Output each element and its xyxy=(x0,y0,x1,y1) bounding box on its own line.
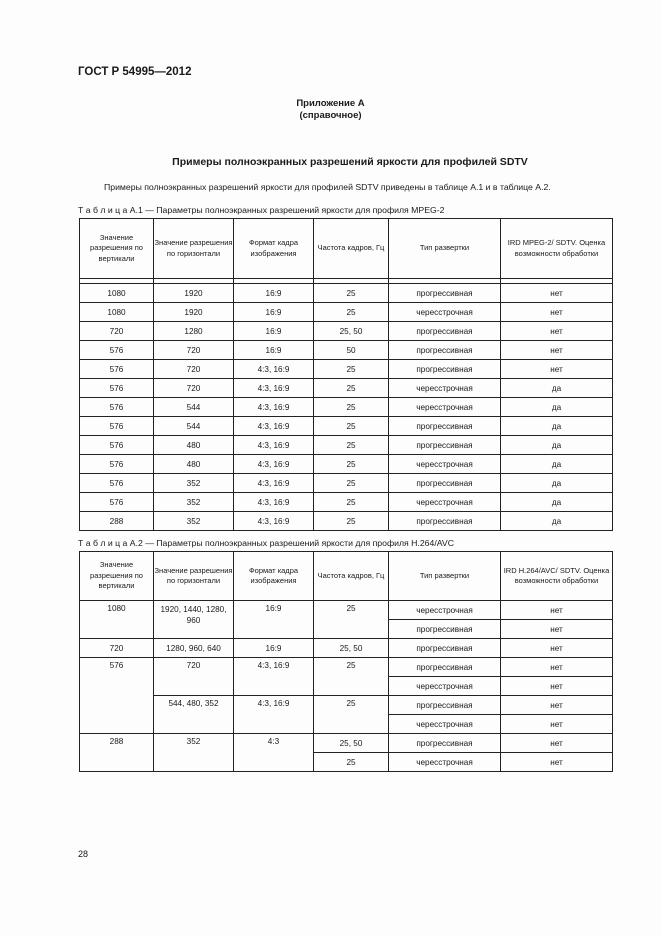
scan-cell: чересстрочная xyxy=(389,379,501,398)
table1-header-cell: Формат кадра изображения xyxy=(234,219,314,279)
vert-cell: 288 xyxy=(80,734,154,772)
horiz-cell: 352 xyxy=(154,493,234,512)
scan-cell: чересстрочная xyxy=(389,715,501,734)
table2 xyxy=(79,551,613,772)
fps-cell: 25 xyxy=(314,303,389,322)
format-cell: 4:3, 16:9 xyxy=(234,455,314,474)
capability-cell: нет xyxy=(501,303,613,322)
format-cell: 4:3, 16:9 xyxy=(234,436,314,455)
capability-cell: нет xyxy=(501,284,613,303)
table2-header-cell: Значение разрешения по горизонтали xyxy=(154,552,234,601)
format-cell: 4:3, 16:9 xyxy=(234,512,314,531)
appendix-subtitle: (справочное) xyxy=(299,110,362,121)
vert-cell: 720 xyxy=(80,639,154,658)
scan-cell: чересстрочная xyxy=(389,303,501,322)
format-cell: 4:3, 16:9 xyxy=(234,696,314,734)
vert-cell: 576 xyxy=(80,493,154,512)
intro-paragraph: Примеры полноэкранных разрешений яркости для профилей SDTV приведены в таблице А.1 и в таблице А.2. xyxy=(104,182,551,192)
table2-row xyxy=(80,734,613,753)
capability-cell: да xyxy=(501,493,613,512)
horiz-cell: 1280 xyxy=(154,322,234,341)
table2-caption-text: А.2 — Параметры полноэкранных разрешений яркости для профиля Н.264/AVC xyxy=(129,538,454,548)
horiz-cell: 720 xyxy=(154,341,234,360)
horiz-cell: 720 xyxy=(154,379,234,398)
format-cell: 16:9 xyxy=(234,322,314,341)
scan-cell: прогрессивная xyxy=(389,341,501,360)
table2-row xyxy=(80,696,613,715)
table1-caption-text: А.1 — Параметры полноэкранных разрешений яркости для профиля MPEG-2 xyxy=(129,205,445,215)
table1-row xyxy=(80,512,613,531)
table1-row xyxy=(80,455,613,474)
format-cell: 4:3, 16:9 xyxy=(234,398,314,417)
capability-cell: нет xyxy=(501,753,613,772)
horiz-cell: 720 xyxy=(154,360,234,379)
format-cell: 16:9 xyxy=(234,601,314,639)
table2-row xyxy=(80,639,613,658)
capability-cell: да xyxy=(501,436,613,455)
table1-header-cell: Тип развертки xyxy=(389,219,501,279)
table1-row xyxy=(80,474,613,493)
table1-row xyxy=(80,436,613,455)
fps-cell: 25 xyxy=(314,284,389,303)
format-cell: 4:3, 16:9 xyxy=(234,360,314,379)
table1-row xyxy=(80,341,613,360)
scan-cell: чересстрочная xyxy=(389,753,501,772)
horiz-cell: 352 xyxy=(154,474,234,493)
capability-cell: нет xyxy=(501,360,613,379)
capability-cell: да xyxy=(501,474,613,493)
table2-row xyxy=(80,658,613,677)
capability-cell: да xyxy=(501,512,613,531)
horiz-cell: 544 xyxy=(154,398,234,417)
table1 xyxy=(79,218,613,531)
fps-cell: 25 xyxy=(314,601,389,639)
fps-cell: 25, 50 xyxy=(314,639,389,658)
table1-row xyxy=(80,379,613,398)
vert-cell: 576 xyxy=(80,436,154,455)
table2-header-cell: Частота кадров, Гц xyxy=(314,552,389,601)
table2-row xyxy=(80,601,613,620)
capability-cell: нет xyxy=(501,734,613,753)
format-cell: 4:3, 16:9 xyxy=(234,493,314,512)
format-cell: 4:3, 16:9 xyxy=(234,379,314,398)
scan-cell: прогрессивная xyxy=(389,639,501,658)
capability-cell: нет xyxy=(501,601,613,620)
table1-row xyxy=(80,284,613,303)
table2-header-cell: IRD H.264/AVC/ SDTV. Оценка возможности обработки xyxy=(501,552,613,601)
table1-row xyxy=(80,322,613,341)
format-cell: 16:9 xyxy=(234,341,314,360)
horiz-cell: 544 xyxy=(154,417,234,436)
horiz-cell: 720 xyxy=(154,658,234,696)
fps-cell: 25 xyxy=(314,379,389,398)
fps-cell: 50 xyxy=(314,341,389,360)
capability-cell: нет xyxy=(501,658,613,677)
vert-cell: 576 xyxy=(80,474,154,493)
format-cell: 4:3, 16:9 xyxy=(234,658,314,696)
vert-cell: 576 xyxy=(80,417,154,436)
scan-cell: чересстрочная xyxy=(389,677,501,696)
table1-header-cell: Значение разрешения по вертикали xyxy=(80,219,154,279)
vert-cell: 1080 xyxy=(80,601,154,639)
scan-cell: прогрессивная xyxy=(389,696,501,715)
vert-cell: 576 xyxy=(80,398,154,417)
scan-cell: прогрессивная xyxy=(389,284,501,303)
capability-cell: да xyxy=(501,417,613,436)
format-cell: 16:9 xyxy=(234,639,314,658)
format-cell: 4:3 xyxy=(234,734,314,772)
format-cell: 4:3, 16:9 xyxy=(234,474,314,493)
format-cell: 16:9 xyxy=(234,303,314,322)
scan-cell: прогрессивная xyxy=(389,474,501,493)
horiz-cell: 1920, 1440, 1280, 960 xyxy=(154,601,234,639)
table1-body xyxy=(80,279,613,531)
document-code: ГОСТ Р 54995—2012 xyxy=(78,66,192,78)
vert-cell: 720 xyxy=(80,322,154,341)
vert-cell: 1080 xyxy=(80,284,154,303)
fps-cell: 25 xyxy=(314,512,389,531)
capability-cell: нет xyxy=(501,341,613,360)
capability-cell: нет xyxy=(501,620,613,639)
table1-row xyxy=(80,303,613,322)
scan-cell: чересстрочная xyxy=(389,455,501,474)
table2-header-cell: Формат кадра изображения xyxy=(234,552,314,601)
section-heading: Примеры полноэкранных разрешений яркости для профилей SDTV xyxy=(172,156,528,168)
vert-cell: 288 xyxy=(80,512,154,531)
scan-cell: прогрессивная xyxy=(389,436,501,455)
horiz-cell: 1920 xyxy=(154,284,234,303)
scan-cell: прогрессивная xyxy=(389,417,501,436)
fps-cell: 25 xyxy=(314,753,389,772)
format-cell: 4:3, 16:9 xyxy=(234,417,314,436)
table1-row xyxy=(80,417,613,436)
vert-cell: 576 xyxy=(80,341,154,360)
table1-row xyxy=(80,493,613,512)
capability-cell: да xyxy=(501,455,613,474)
appendix-title: Приложение А xyxy=(296,98,365,109)
scan-cell: прогрессивная xyxy=(389,512,501,531)
fps-cell: 25 xyxy=(314,398,389,417)
format-cell: 16:9 xyxy=(234,284,314,303)
fps-cell: 25 xyxy=(314,360,389,379)
table1-caption xyxy=(78,205,444,215)
vert-cell: 576 xyxy=(80,658,154,734)
scan-cell: прогрессивная xyxy=(389,734,501,753)
scan-cell: прогрессивная xyxy=(389,322,501,341)
vert-cell: 576 xyxy=(80,379,154,398)
table1-header-row xyxy=(80,219,613,279)
horiz-cell: 1920 xyxy=(154,303,234,322)
capability-cell: да xyxy=(501,398,613,417)
horiz-cell: 480 xyxy=(154,436,234,455)
fps-cell: 25, 50 xyxy=(314,734,389,753)
table2-caption xyxy=(78,538,454,548)
capability-cell: нет xyxy=(501,677,613,696)
table1-row xyxy=(80,398,613,417)
scan-cell: прогрессивная xyxy=(389,620,501,639)
capability-cell: нет xyxy=(501,696,613,715)
vert-cell: 1080 xyxy=(80,303,154,322)
fps-cell: 25 xyxy=(314,417,389,436)
capability-cell: нет xyxy=(501,715,613,734)
table2-caption-prefix: Т а б л и ц а xyxy=(78,538,128,548)
table2-header-row xyxy=(80,552,613,601)
capability-cell: нет xyxy=(501,322,613,341)
scan-cell: чересстрочная xyxy=(389,493,501,512)
fps-cell: 25 xyxy=(314,696,389,734)
horiz-cell: 352 xyxy=(154,734,234,772)
horiz-cell: 544, 480, 352 xyxy=(154,696,234,734)
scan-cell: прогрессивная xyxy=(389,360,501,379)
scan-cell: чересстрочная xyxy=(389,398,501,417)
capability-cell: нет xyxy=(501,639,613,658)
table1-header-cell: Значение разрешения по горизонтали xyxy=(154,219,234,279)
table2-header-cell: Значение разрешения по вертикали xyxy=(80,552,154,601)
horiz-cell: 1280, 960, 640 xyxy=(154,639,234,658)
fps-cell: 25, 50 xyxy=(314,322,389,341)
table1-header-cell: Частота кадров, Гц xyxy=(314,219,389,279)
table2-header-cell: Тип развертки xyxy=(389,552,501,601)
scan-cell: чересстрочная xyxy=(389,601,501,620)
table1-header-cell: IRD MPEG-2/ SDTV. Оценка возможности обработки xyxy=(501,219,613,279)
fps-cell: 25 xyxy=(314,493,389,512)
fps-cell: 25 xyxy=(314,474,389,493)
fps-cell: 25 xyxy=(314,658,389,696)
horiz-cell: 352 xyxy=(154,512,234,531)
vert-cell: 576 xyxy=(80,360,154,379)
table1-row xyxy=(80,360,613,379)
vert-cell: 576 xyxy=(80,455,154,474)
horiz-cell: 480 xyxy=(154,455,234,474)
fps-cell: 25 xyxy=(314,455,389,474)
scan-cell: прогрессивная xyxy=(389,658,501,677)
table1-caption-prefix: Т а б л и ц а xyxy=(78,205,128,215)
capability-cell: да xyxy=(501,379,613,398)
fps-cell: 25 xyxy=(314,436,389,455)
page-number: 28 xyxy=(78,849,89,859)
